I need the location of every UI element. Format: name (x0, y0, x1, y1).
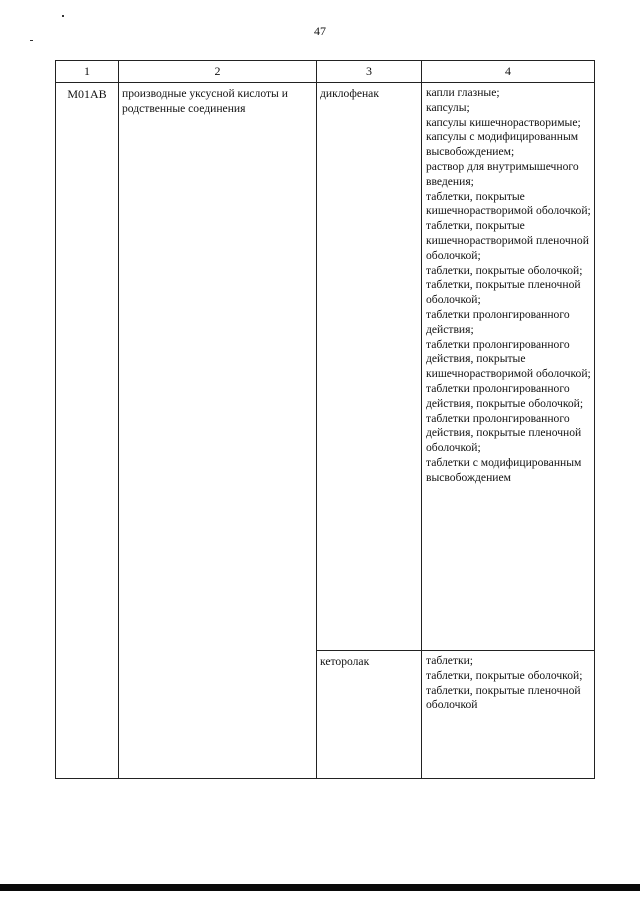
atc-code: M01AB (67, 87, 107, 101)
scan-speck (30, 40, 33, 41)
dosage-form: таблетки, покрытые кишечнорастворимой пленочной оболочкой; (426, 219, 589, 262)
dosage-form: капсулы; (426, 100, 470, 114)
bottom-scan-border (0, 884, 640, 891)
dosage-forms-cell (422, 651, 595, 779)
drug-name: кеторолак (320, 655, 370, 668)
dosage-forms-list (422, 83, 594, 486)
header-cell-1: 1 (56, 61, 119, 83)
dosage-forms-list (422, 651, 594, 713)
dosage-form: капсулы с модифицированным высвобождением; (426, 130, 579, 159)
atc-code-cell (56, 83, 119, 779)
dosage-form: таблетки, покрытые пленочной оболочкой; (426, 278, 581, 307)
dosage-form: таблетки пролонгированного действия, покрытые кишечнорастворимой оболочкой; (426, 337, 591, 381)
drug-name: диклофенак (320, 87, 379, 100)
dosage-form: таблетки пролонгированного действия, покрытые пленочной оболочкой; (426, 411, 582, 455)
table-row (56, 83, 595, 651)
group-name-cell (119, 83, 317, 779)
dosage-form: таблетки, покрытые оболочкой; (426, 263, 583, 277)
dosage-form: таблетки пролонгированного действия; (426, 307, 570, 336)
page-number: 47 (314, 24, 326, 38)
header-cell-4: 4 (422, 61, 595, 83)
scan-speck (62, 15, 64, 17)
dosage-form: капли глазные; (426, 86, 500, 99)
header-cell-3: 3 (317, 61, 422, 83)
drug-name-cell (317, 83, 422, 651)
header-cell-2: 2 (119, 61, 317, 83)
dosage-form: раствор для внутримышечного введения; (426, 159, 579, 188)
dosage-form: капсулы кишечнорастворимые; (426, 115, 581, 129)
dosage-forms-cell (422, 83, 595, 651)
dosage-form: таблетки с модифицированным высвобождением (426, 455, 582, 484)
group-name: производные уксусной кислоты и родственные соединения (122, 87, 288, 115)
dosage-form: таблетки; (426, 654, 474, 667)
drug-table (55, 60, 595, 779)
dosage-form: таблетки, покрытые кишечнорастворимой оболочкой; (426, 189, 591, 218)
header-row (56, 61, 595, 83)
drug-name-cell (317, 651, 422, 779)
dosage-form: таблетки, покрытые оболочкой; (426, 668, 583, 682)
dosage-form: таблетки пролонгированного действия, покрытые оболочкой; (426, 381, 584, 410)
dosage-form: таблетки, покрытые пленочной оболочкой (426, 683, 581, 712)
